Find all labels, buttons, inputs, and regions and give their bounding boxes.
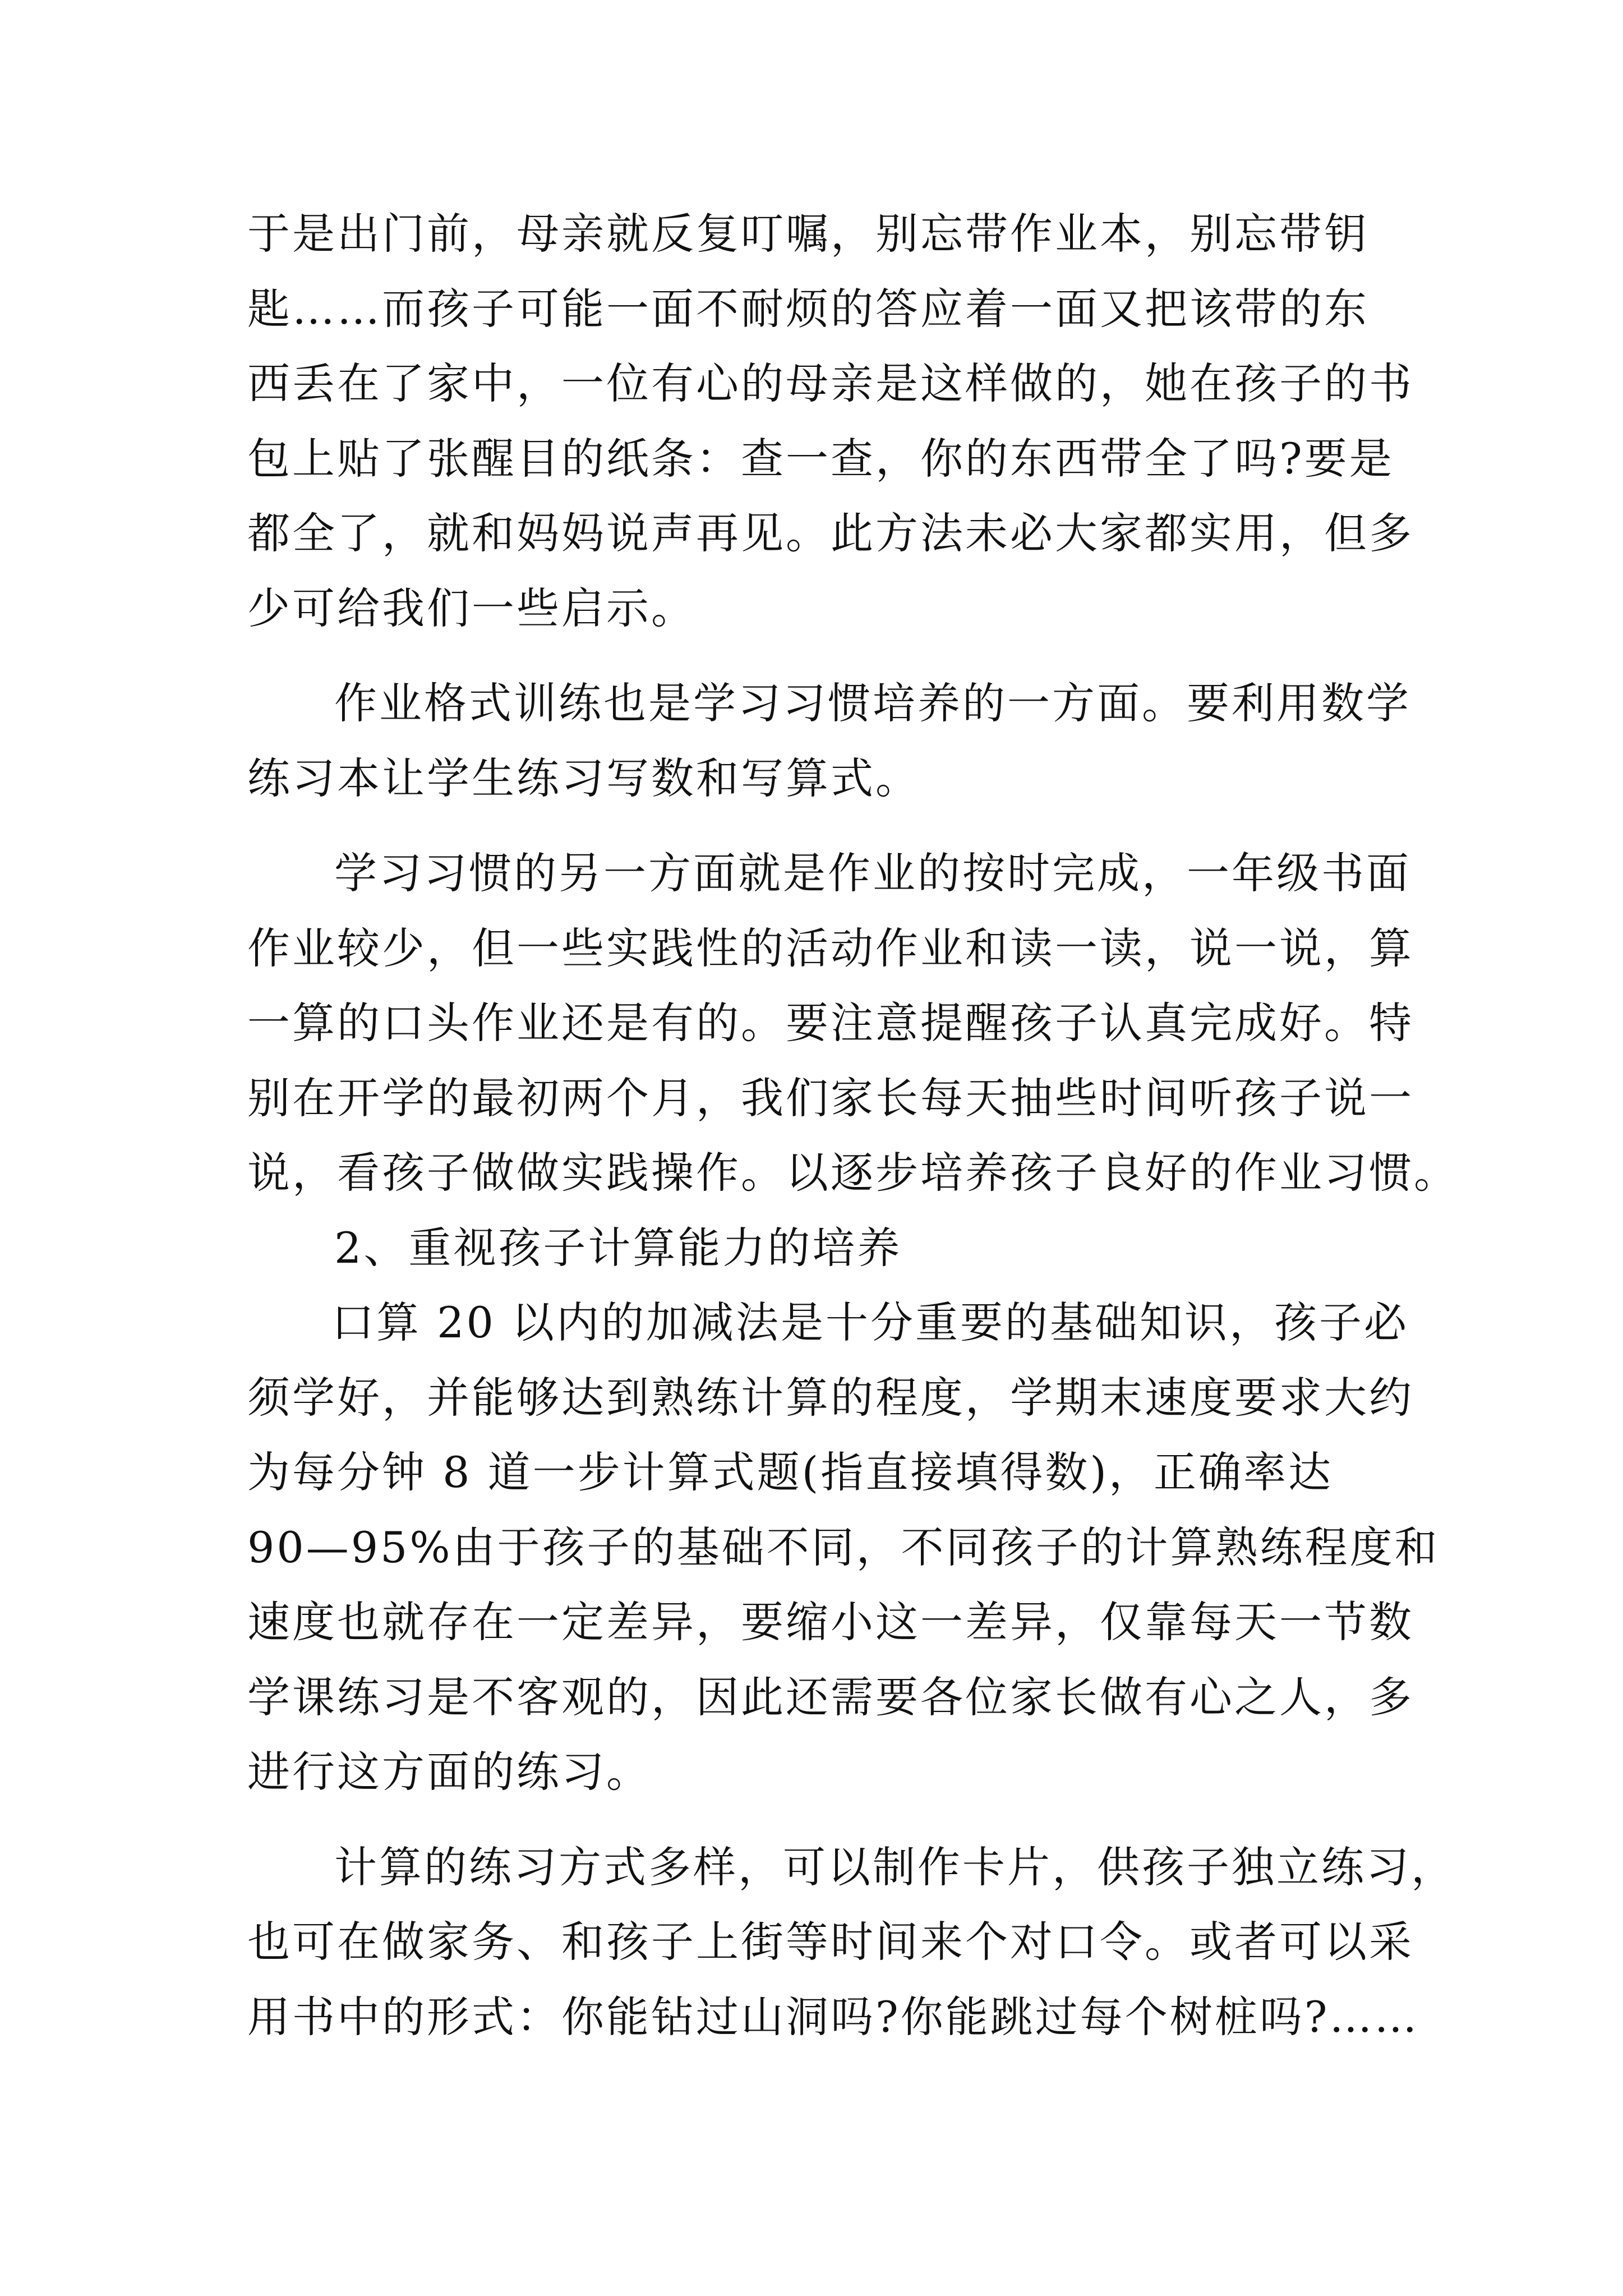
text-line: 为每分钟 8 道一步计算式题(指直接填得数)，正确率达 bbox=[247, 1447, 1333, 1497]
text-line: 速度也就存在一定差异，要缩小这一差异，仅靠每天一节数 bbox=[247, 1597, 1414, 1647]
text-line: 须学好，并能够达到熟练计算的程度，学期末速度要求大约 bbox=[247, 1372, 1414, 1423]
text-line: 于是出门前，母亲就反复叮嘱，别忘带作业本，别忘带钥 bbox=[247, 209, 1369, 259]
paragraph-first-line: 计算的练习方式多样，可以制作卡片，供孩子独立练习， bbox=[334, 1842, 1456, 1892]
text-line: 学课练习是不客观的，因此还需要各位家长做有心之人，多 bbox=[247, 1672, 1414, 1722]
paragraph-gap bbox=[247, 1810, 1369, 1830]
paragraph-first-line: 学习习惯的另一方面就是作业的按时完成，一年级书面 bbox=[334, 848, 1411, 898]
text-line: 作业较少，但一些实践性的活动作业和读一读，说一说，算 bbox=[247, 923, 1414, 973]
paragraph-gap bbox=[247, 646, 1369, 666]
section-heading: 2、重视孩子计算能力的培养 bbox=[334, 1222, 902, 1273]
text-line: 都全了，就和妈妈说声再见。此方法未必大家都实用，但多 bbox=[247, 508, 1414, 558]
text-line: 少可给我们一些启示。 bbox=[247, 583, 696, 633]
text-line: 西丢在了家中，一位有心的母亲是这样做的，她在孩子的书 bbox=[247, 358, 1414, 408]
text-line: 一算的口头作业还是有的。要注意提醒孩子认真完成好。特 bbox=[247, 998, 1414, 1048]
text-line: 说，看孩子做做实践操作。以逐步培养孩子良好的作业习惯。 bbox=[247, 1148, 1459, 1198]
paragraph-first-line: 口算 20 以内的加减法是十分重要的基础知识，孩子必 bbox=[331, 1297, 1409, 1347]
text-line: 也可在做家务、和孩子上街等时间来个对口令。或者可以采 bbox=[247, 1917, 1414, 1967]
paragraph-gap bbox=[247, 816, 1369, 836]
text-line: 练习本让学生练习写数和写算式。 bbox=[247, 753, 920, 803]
text-line: 包上贴了张醒目的纸条：查一查，你的东西带全了吗?要是 bbox=[247, 433, 1394, 484]
text-line: 90—95%由于孩子的基础不同，不同孩子的计算熟练程度和 bbox=[247, 1522, 1440, 1572]
text-line: 匙……而孩子可能一面不耐烦的答应着一面又把该带的东 bbox=[247, 283, 1369, 334]
paragraph-first-line: 作业格式训练也是学习习惯培养的一方面。要利用数学 bbox=[334, 678, 1411, 728]
text-line: 用书中的形式：你能钻过山洞吗?你能跳过每个树桩吗?…… bbox=[247, 1991, 1419, 2042]
text-line: 别在开学的最初两个月，我们家长每天抽些时间听孩子说一 bbox=[247, 1073, 1414, 1123]
document-body bbox=[247, 196, 1459, 2054]
text-line: 进行这方面的练习。 bbox=[247, 1747, 651, 1797]
